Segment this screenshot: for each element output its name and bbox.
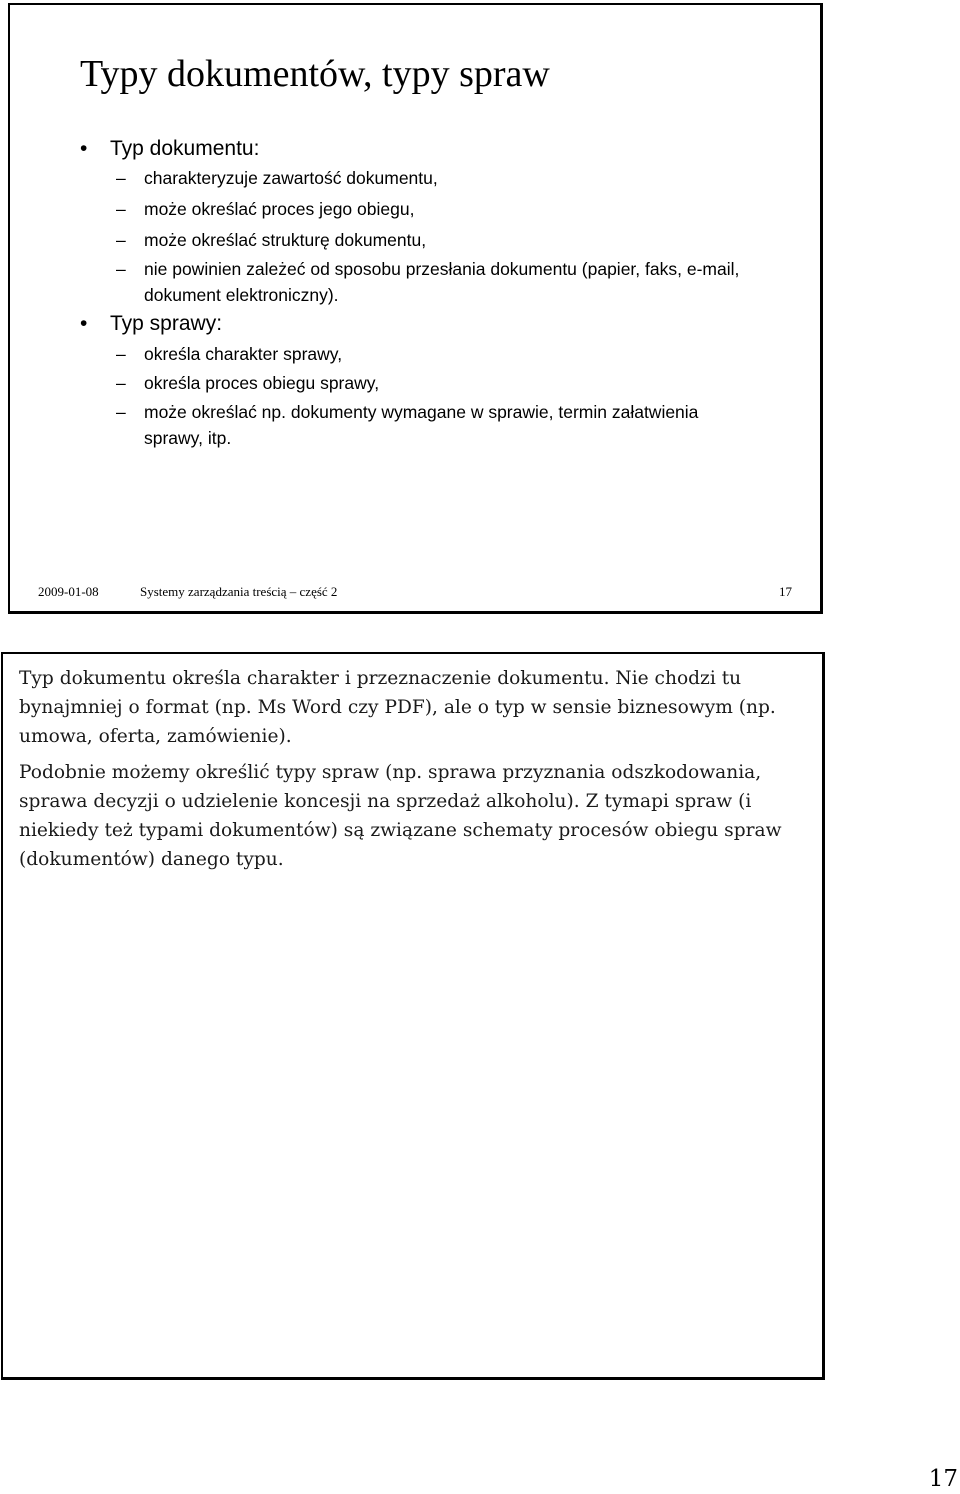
sub-bullet [116, 256, 756, 308]
notes-paragraph: Podobnie możemy określić typy spraw (np. sprawa przyznania odszkodowania, sprawa decyzji o udzielenie koncesji na sprzedaż alkoholu). Z tymapi spraw (i niekiedy też typami dokumentów) są związane schematy procesów obiegu spraw (dokumentów) danego typu. [19, 762, 782, 870]
bullet-icon: • [80, 312, 88, 335]
sub-bullet [116, 165, 756, 191]
sub-bullet [116, 370, 756, 396]
dash-icon: – [116, 230, 126, 250]
slide-title: Typy dokumentów, typy spraw [80, 53, 550, 95]
dash-icon: – [116, 168, 126, 188]
dash-icon: – [116, 402, 126, 422]
sub-bullet [116, 341, 756, 367]
sub-bullet-text: charakteryzuje zawartość dokumentu, [144, 168, 438, 188]
dash-icon: – [116, 344, 126, 364]
sub-bullet-text: może określać proces jego obiegu, [144, 199, 415, 219]
bullet-icon: • [80, 137, 88, 160]
bullet-heading: Typ dokumentu: [110, 137, 260, 160]
sub-bullet [116, 196, 756, 222]
dash-icon: – [116, 199, 126, 219]
sub-bullet-text: określa proces obiegu sprawy, [144, 373, 380, 393]
slide-footer-course: Systemy zarządzania treścią – część 2 [140, 584, 338, 599]
speaker-notes [1, 652, 825, 1380]
bullet-heading: Typ sprawy: [110, 312, 223, 335]
slide-footer-number: 17 [779, 584, 792, 599]
sub-bullet-text: określa charakter sprawy, [144, 344, 343, 364]
page-number: 17 [928, 1466, 958, 1492]
notes-paragraph: Typ dokumentu określa charakter i przeznaczenie dokumentu. Nie chodzi tu bynajmniej o format (np. Ms Word czy PDF), ale o typ w sensie biznesowym (np. umowa, oferta, zamówienie). [19, 668, 776, 747]
sub-bullet-text: nie powinien zależeć od sposobu przesłania dokumentu (papier, faks, e-mail, dokument elektroniczny). [144, 259, 740, 305]
sub-bullet [116, 399, 756, 451]
dash-icon: – [116, 259, 126, 279]
sub-bullet-text: może określać strukturę dokumentu, [144, 230, 427, 250]
dash-icon: – [116, 373, 126, 393]
slide-footer-date: 2009-01-08 [38, 584, 99, 599]
sub-bullet-text: może określać np. dokumenty wymagane w sprawie, termin załatwienia sprawy, itp. [144, 402, 699, 448]
sub-bullet [116, 227, 756, 253]
slide-frame [8, 3, 823, 614]
